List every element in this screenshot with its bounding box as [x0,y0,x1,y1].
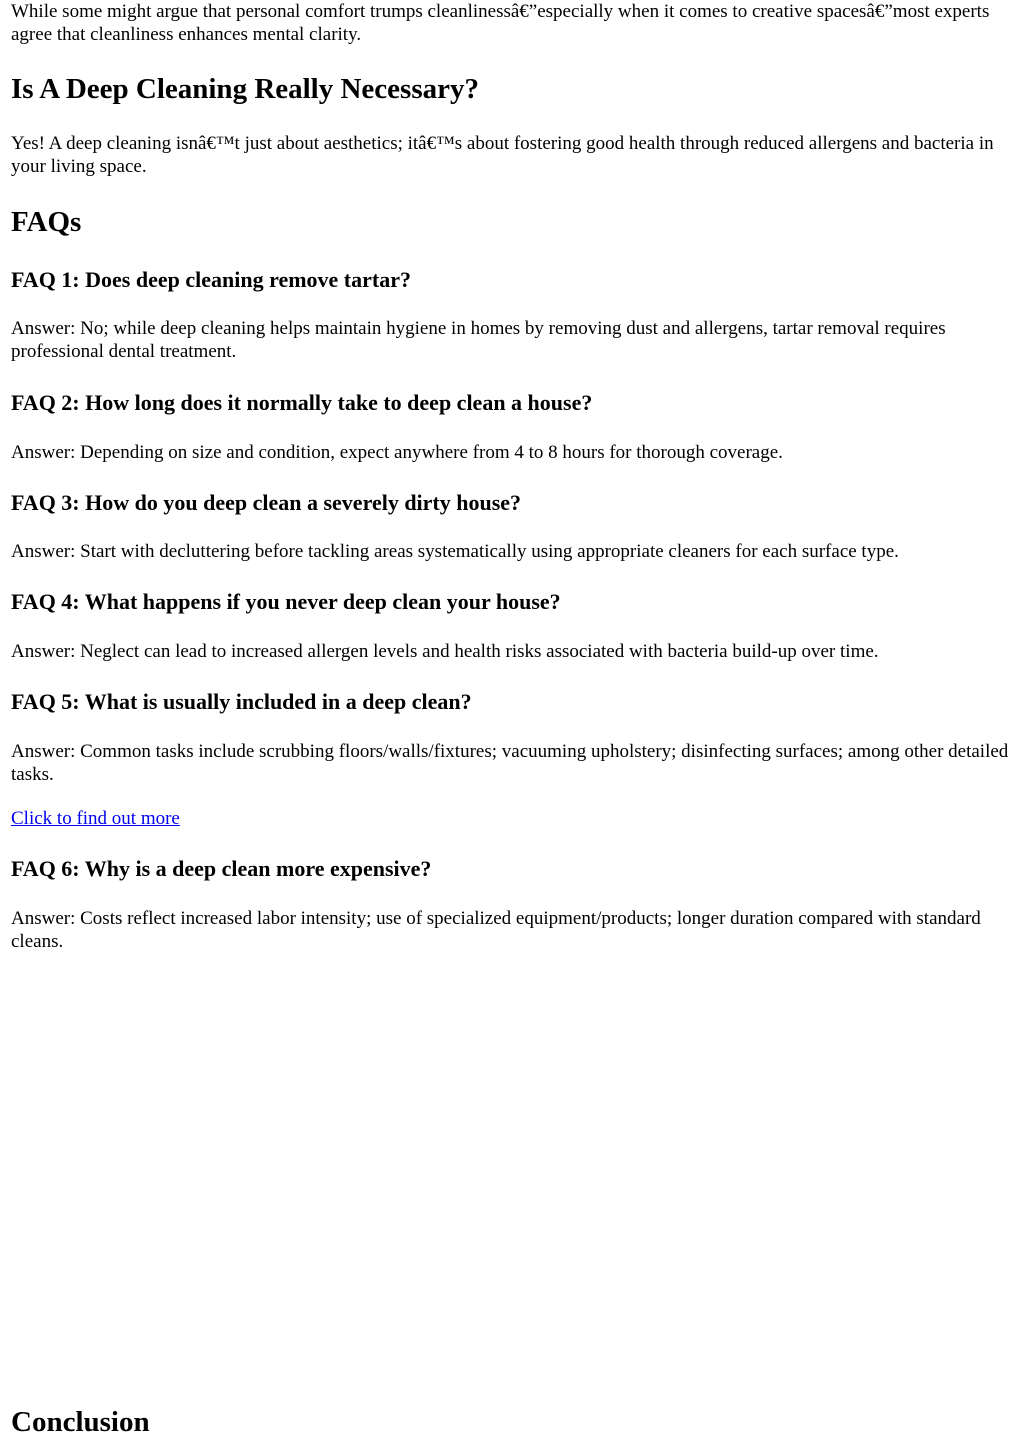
faq-question-5: FAQ 5: What is usually included in a deep clean? [11,689,472,714]
faq-question-6: FAQ 6: Why is a deep clean more expensive? [11,856,432,881]
faqs-heading: FAQs [11,206,82,238]
faq-answer-3: Answer: Start with decluttering before tackling areas systematically using appropriate cleaners for each surface type. [11,541,899,562]
faq-question-2: FAQ 2: How long does it normally take to deep clean a house? [11,390,593,415]
faq-question-1: FAQ 1: Does deep cleaning remove tartar? [11,267,411,292]
faq-answer-1: Answer: No; while deep cleaning helps maintain hygiene in homes by removing dust and allergens, tartar removal requires professional dental treatment. [11,318,946,362]
intro-paragraph: While some might argue that personal comfort trumps cleanlinessâ€”especially when it comes to creative spacesâ€”most experts agree that cleanliness enhances mental clarity. [11,1,990,45]
conclusion-heading: Conclusion [11,1406,150,1438]
find-out-more-link[interactable]: Click to find out more [11,808,180,829]
faq-answer-5: Answer: Common tasks include scrubbing floors/walls/fixtures; vacuuming upholstery; disinfecting surfaces; among other detailed tasks. [11,741,1009,785]
faq-question-4: FAQ 4: What happens if you never deep clean your house? [11,589,561,614]
faq-answer-6: Answer: Costs reflect increased labor intensity; use of specialized equipment/products; longer duration compared with standard cleans. [11,908,981,952]
faq-answer-2: Answer: Depending on size and condition, expect anywhere from 4 to 8 hours for thorough coverage. [11,442,783,463]
more-link-paragraph [11,807,180,830]
deep-cleaning-body: Yes! A deep cleaning isnâ€™t just about aesthetics; itâ€™s about fostering good health through reduced allergens and bacteria in your living space. [11,133,994,177]
faq-answer-4: Answer: Neglect can lead to increased allergen levels and health risks associated with bacteria build-up over time. [11,641,879,662]
faq-question-3: FAQ 3: How do you deep clean a severely dirty house? [11,490,522,515]
deep-cleaning-heading: Is A Deep Cleaning Really Necessary? [11,73,479,105]
